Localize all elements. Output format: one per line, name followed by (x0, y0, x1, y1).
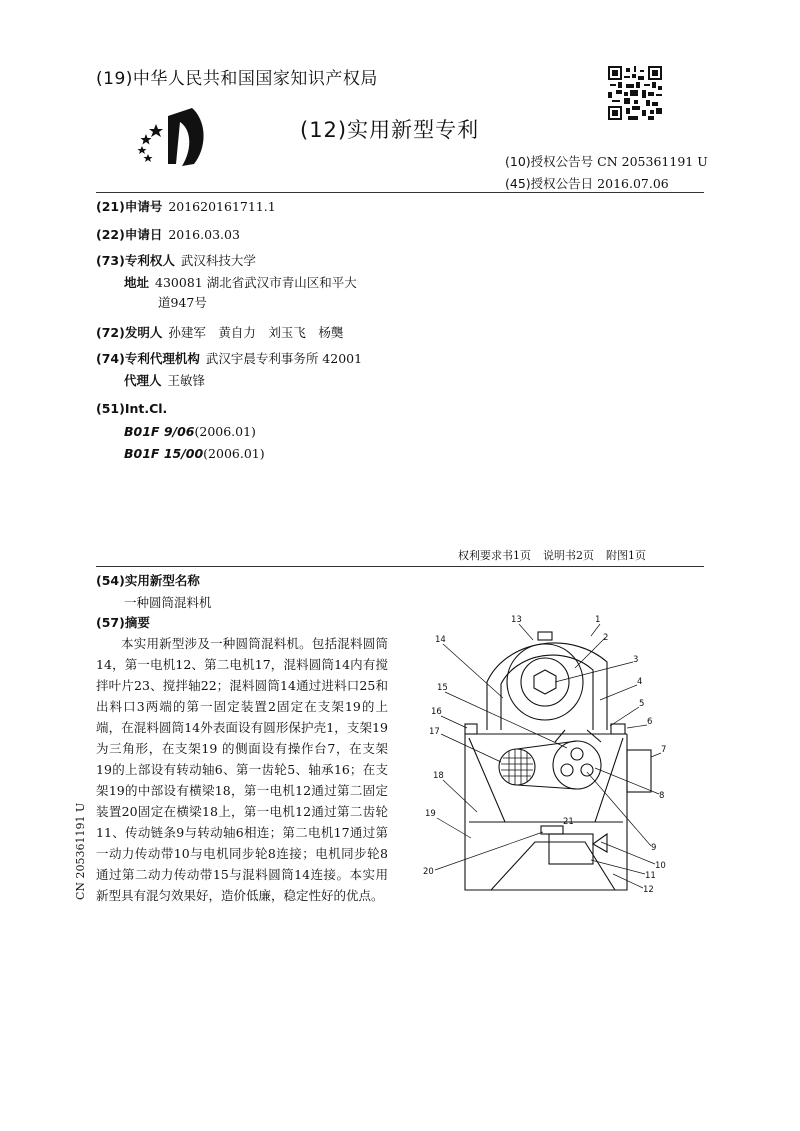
figure-label: 18 (433, 771, 444, 781)
agency-label: (74)专利代理机构 (96, 351, 200, 366)
ipc-version: (2006.01) (194, 424, 256, 439)
application-number: 201620161711.1 (168, 199, 276, 214)
agent-label: 代理人 (124, 373, 162, 388)
page-counts (458, 547, 658, 563)
base-hopper (491, 842, 615, 890)
agent: 王敏锋 (167, 373, 206, 388)
header-divider (96, 192, 704, 193)
figure-label: 3 (633, 655, 639, 665)
ipc-entry-2 (124, 446, 265, 461)
description-pages: 说明书2页 (543, 549, 594, 562)
publication-date-label: (45)授权公告日 (505, 176, 594, 191)
feed-inlet (538, 632, 552, 640)
figure-label: 5 (639, 699, 645, 709)
patentee: 武汉科技大学 (180, 253, 256, 268)
mixer-drawing (415, 612, 700, 902)
utility-model-title: 一种圆筒混料机 (124, 595, 212, 610)
inventors-row (96, 324, 343, 342)
figure-labels (423, 615, 666, 895)
logo-emblem-icon (168, 108, 204, 166)
logo-star-icon (138, 124, 164, 162)
figure-label: 16 (431, 707, 442, 717)
inventors: 孙建军 黄自力 刘玉飞 杨龑 (168, 325, 344, 340)
ipc-version: (2006.01) (203, 446, 265, 461)
second-motor (499, 749, 535, 785)
publication-number-label: (10)授权公告号 (505, 154, 594, 169)
patent-office-name: (19)中华人民共和国国家知识产权局 (96, 69, 378, 89)
patentee-row (96, 252, 256, 270)
drive-belt (517, 741, 577, 789)
figure-label: 1 (595, 615, 601, 625)
bracket-top-left (465, 724, 477, 734)
chain-link (593, 834, 607, 852)
cnipa-logo (128, 106, 218, 170)
qr-code-icon (608, 66, 662, 120)
figure-label: 9 (651, 843, 657, 853)
int-cl-label: (51)Int.Cl. (96, 401, 168, 416)
int-cl-row (96, 400, 167, 418)
figure-label: 20 (423, 867, 434, 877)
hexagon-shaft-icon (534, 670, 556, 694)
address-label: 地址 (124, 275, 150, 290)
publication-date: 2016.07.06 (597, 176, 669, 191)
claims-pages: 权利要求书1页 (458, 549, 531, 562)
figure-label: 11 (645, 871, 656, 881)
drum-belt (555, 730, 601, 742)
abstract-text: 本实用新型涉及一种圆筒混料机。包括混料圆筒14，第一电机12、第二电机17，混料圆筒14内有搅拌叶片23、搅拌轴22；混料圆筒14通过进料口25和出料口3两端的第一固定装置2固定在支架19的上端，在混料圆筒14外表面设有圆形保护壳1，支架19为三角形，在支架19 的侧面设有操作台7，在支架19的上部设有转动轴6、第一齿轮5、轴承16；在支架19的中部设有横梁18，第一电机12通过第二固定装置20固定在横梁18上，第一电机12通过第二齿轮11、传动链条9与转动轴6相连；第二电机17通过第一动力传动带10与电机同步轮8连接；电机同步轮8通过第二动力传动带15与混料圆筒14连接。本实用新型具有混匀效果好，造价低廉，稳定性好的优点。 (96, 636, 388, 903)
figure-label: 8 (659, 791, 665, 801)
address-row (124, 274, 357, 292)
figure-label: 2 (603, 633, 609, 643)
document-type: (12)实用新型专利 (300, 118, 480, 142)
address-line-1: 430081 湖北省武汉市青山区和平大 (155, 275, 357, 290)
publication-number: CN 205361191 U (597, 154, 708, 169)
first-motor-mount (541, 826, 563, 834)
figure-label: 13 (511, 615, 522, 625)
figure-label: 12 (643, 885, 654, 895)
abstract-label: (57)摘要 (96, 615, 150, 630)
application-date-row (96, 226, 240, 244)
figure-label: 15 (437, 683, 448, 693)
drawing-pages: 附图1页 (606, 549, 646, 562)
ipc-code: B01F 9/06 (124, 424, 195, 439)
ipc-code: B01F 15/00 (124, 446, 204, 461)
figure-label: 21 (563, 817, 574, 827)
side-publication-code: CN 205361191 U (74, 802, 87, 900)
support-frame (465, 734, 627, 890)
triangle-frame (469, 738, 623, 822)
publication-number-row (505, 152, 708, 170)
ipc-entry-1 (124, 424, 256, 439)
publication-date-row (505, 174, 669, 192)
application-number-row (96, 198, 276, 216)
figure-label: 19 (425, 809, 436, 819)
figure-label: 6 (647, 717, 653, 727)
figure-label: 17 (429, 727, 440, 737)
application-date: 2016.03.03 (168, 227, 240, 242)
figure-label: 14 (435, 635, 446, 645)
application-date-label: (22)申请日 (96, 227, 163, 242)
patentee-label: (73)专利权人 (96, 253, 175, 268)
title-label: (54)实用新型名称 (96, 573, 200, 588)
drum-hub (521, 658, 569, 706)
address-line-2: 道947号 (158, 295, 207, 310)
agency-row (96, 350, 362, 368)
protective-shell (487, 643, 607, 730)
figure-label: 4 (637, 677, 643, 687)
figure-label: 10 (655, 861, 666, 871)
agency: 武汉宇晨专利事务所 42001 (205, 351, 363, 366)
application-number-label: (21)申请号 (96, 199, 163, 214)
bracket-top-right (611, 724, 625, 734)
agent-row (124, 372, 205, 390)
figure-label: 7 (661, 745, 667, 755)
pages-divider (96, 566, 704, 567)
inventors-label: (72)发明人 (96, 325, 163, 340)
synchronous-wheel (553, 741, 601, 789)
first-motor (549, 834, 593, 864)
